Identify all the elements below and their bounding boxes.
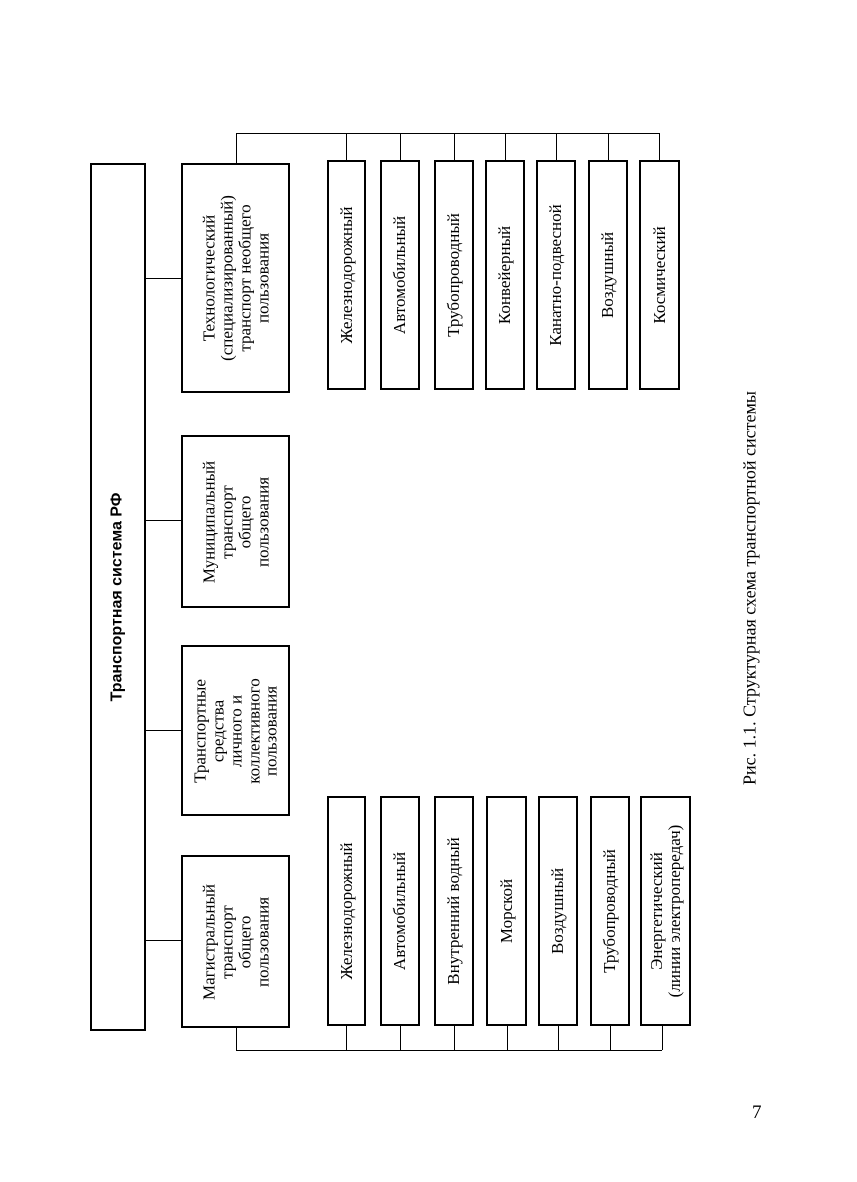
category-mainline	[181, 855, 290, 1028]
bus-mainline-tick	[558, 1026, 559, 1050]
type-label: Автомобильный	[390, 215, 410, 335]
category-label: Технологический (специализированный) транспорт необщего пользования	[198, 195, 272, 361]
bus-mainline	[236, 1050, 662, 1051]
figure-caption: Рис. 1.1. Структурная схема транспортной системы	[739, 390, 760, 786]
category-municipal	[181, 435, 290, 608]
type-label: Железнодорожный	[336, 206, 356, 344]
type-label: Воздушный	[598, 231, 618, 319]
type-label: Канатно-подвесной	[546, 204, 566, 346]
connector-root-cat3	[146, 520, 182, 521]
tech-type-space	[639, 160, 680, 390]
root-node	[90, 163, 146, 1031]
mainline-type-energy	[640, 796, 691, 1026]
bus-tech	[236, 133, 660, 134]
bus-mainline-tick	[454, 1026, 455, 1050]
tech-type-cableway	[536, 160, 576, 390]
connector-root-cat4	[146, 278, 182, 279]
type-label: Космический	[649, 226, 669, 324]
type-label: Воздушный	[548, 867, 568, 955]
bus-mainline-tick	[400, 1026, 401, 1050]
type-label: Морской	[496, 878, 516, 944]
tech-type-pipeline	[434, 160, 474, 390]
bus-mainline-drop	[236, 1028, 237, 1050]
bus-tech-tick	[346, 133, 347, 161]
root-label: Транспортная система РФ	[108, 492, 126, 702]
category-label: Магистральный транспорт общего пользования	[198, 883, 272, 1000]
mainline-type-air	[538, 796, 578, 1026]
bus-tech-tick	[454, 133, 455, 161]
mainline-type-sea	[486, 796, 527, 1026]
connector-root-cat2	[146, 730, 182, 731]
type-label: Внутренний водный	[444, 837, 464, 985]
bus-mainline-tick	[662, 1026, 663, 1050]
tech-type-railway	[327, 160, 366, 390]
mainline-type-inland-water	[434, 796, 474, 1026]
bus-tech-tick	[659, 133, 660, 161]
connector-root-cat1	[146, 940, 182, 941]
bus-tech-tick	[556, 133, 557, 161]
tech-type-automobile	[380, 160, 420, 390]
type-label: Конвейерный	[495, 225, 515, 325]
bus-mainline-tick	[346, 1026, 347, 1050]
type-label: Трубопроводный	[600, 849, 620, 973]
bus-tech-tick	[505, 133, 506, 161]
bus-tech-rise	[236, 133, 237, 163]
bus-mainline-tick	[507, 1026, 508, 1050]
type-label: Трубопроводный	[444, 213, 464, 337]
page-number: 7	[752, 1102, 762, 1123]
bus-mainline-tick	[610, 1026, 611, 1050]
mainline-type-pipeline	[590, 796, 630, 1026]
type-label: Железнодорожный	[336, 842, 356, 980]
tech-type-conveyor	[485, 160, 525, 390]
mainline-type-automobile	[380, 796, 420, 1026]
category-technological	[181, 163, 290, 393]
tech-type-air	[588, 160, 628, 390]
mainline-type-railway	[327, 796, 366, 1026]
category-personal	[181, 645, 290, 816]
bus-tech-tick	[400, 133, 401, 161]
type-label: Энергетический (линии электропередач)	[646, 824, 684, 998]
category-label: Транспортные средства личного и коллективного пользования	[189, 677, 281, 784]
bus-tech-tick	[608, 133, 609, 161]
type-label: Автомобильный	[390, 851, 410, 971]
category-label: Муниципальный транспорт общего пользования	[198, 460, 272, 583]
